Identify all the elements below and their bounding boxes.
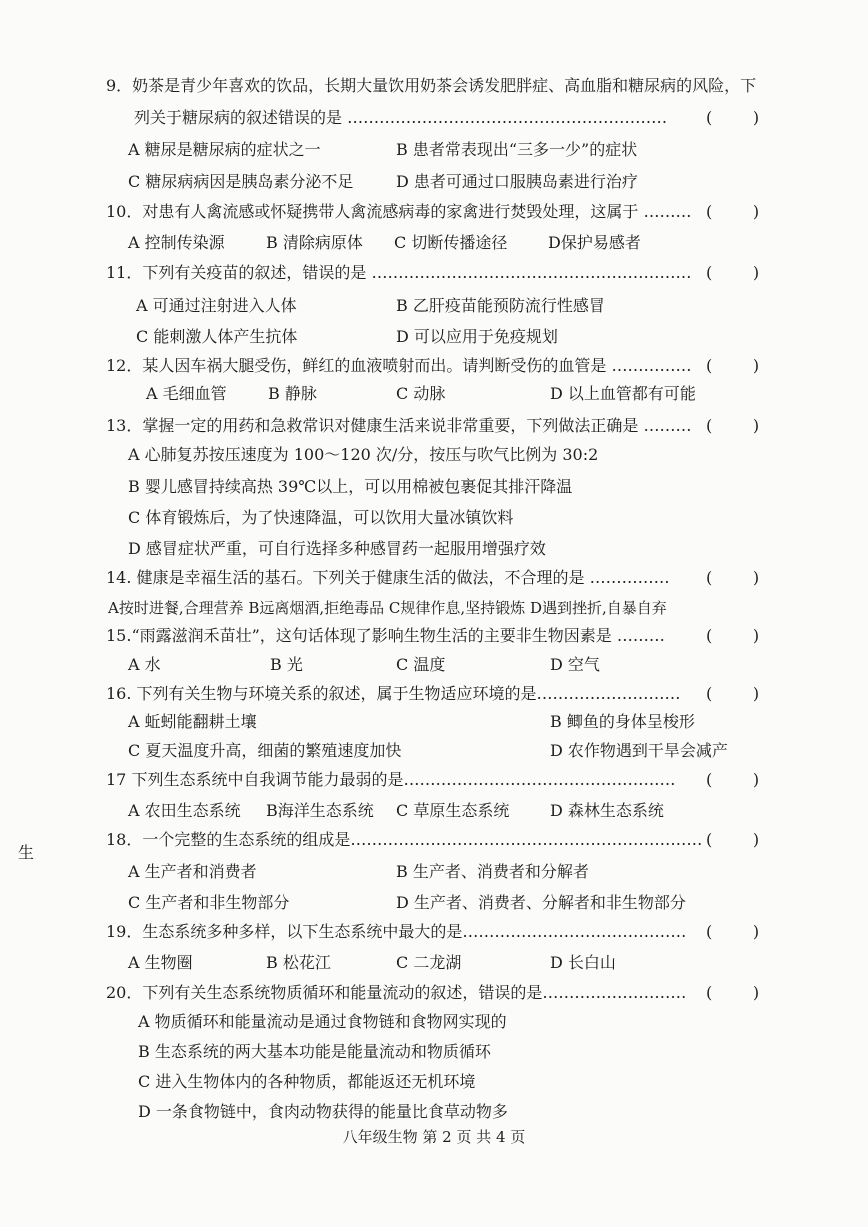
question-18-option-d: D 生产者、消费者、分解者和非生物部分 — [396, 893, 686, 912]
question-20-option-d: D 一条食物链中，食肉动物获得的能量比食草动物多 — [138, 1102, 508, 1121]
question-12-option-d: D 以上血管都有可能 — [550, 384, 696, 403]
question-10-option-c: C 切断传播途径 — [394, 233, 508, 252]
page-footer: 八年级生物 第 2 页 共 4 页 — [342, 1128, 526, 1146]
answer-paren-16[interactable]: ( ) — [706, 684, 760, 703]
question-10-option-b: B 清除病原体 — [266, 233, 363, 252]
question-18-option-a: A 生产者和消费者 — [128, 862, 257, 881]
question-17-option-b: B海洋生态系统 — [266, 801, 374, 820]
answer-paren-20[interactable]: ( ) — [706, 983, 760, 1002]
question-12-option-b: B 静脉 — [268, 384, 317, 403]
question-9-option-a: A 糖尿是糖尿病的症状之一 — [128, 140, 321, 159]
question-17-option-c: C 草原生态系统 — [396, 801, 510, 820]
question-15-stem: 15.“雨露滋润禾苗壮”，这句话体现了影响生物生活的主要非生物因素是 ……… — [106, 626, 665, 645]
question-12-stem: 12．某人因车祸大腿受伤，鲜红的血液喷射而出。请判断受伤的血管是 …………… — [106, 356, 692, 375]
answer-paren-15[interactable]: ( ) — [706, 626, 760, 645]
question-13-option-c: C 体育锻炼后，为了快速降温，可以饮用大量冰镇饮料 — [128, 508, 514, 527]
answer-paren-18[interactable]: ( ) — [706, 830, 760, 849]
question-20-option-c: C 进入生物体内的各种物质，都能返还无机环境 — [138, 1072, 476, 1091]
question-10-option-a: A 控制传染源 — [128, 233, 225, 252]
question-17-option-d: D 森林生态系统 — [550, 801, 664, 820]
question-15-option-b: B 光 — [270, 655, 303, 674]
question-9-option-d: D 患者可通过口服胰岛素进行治疗 — [396, 172, 638, 191]
question-17-stem: 17 下列生态系统中自我调节能力最弱的是…………………………………………… — [106, 770, 676, 789]
question-13-option-a: A 心肺复苏按压速度为 100～120 次/分，按压与吹气比例为 30:2 — [128, 445, 599, 464]
question-20-stem: 20．下列有关生态系统物质循环和能量流动的叙述，错误的是……………………… — [106, 983, 687, 1002]
question-16-option-a: A 蚯蚓能翻耕土壤 — [128, 712, 257, 731]
question-11-option-d: D 可以应用于免疫规划 — [396, 327, 558, 346]
question-14-stem: 14. 健康是幸福生活的基石。下列关于健康生活的做法，不合理的是 …………… — [106, 568, 670, 587]
answer-paren-19[interactable]: ( ) — [706, 922, 760, 941]
question-16-option-d: D 农作物遇到干旱会减产 — [550, 741, 728, 760]
question-9-line-2: 列关于糖尿病的叙述错误的是 …………………………………………………… — [134, 108, 668, 127]
question-15-option-c: C 温度 — [396, 655, 446, 674]
question-16-option-c: C 夏天温度升高，细菌的繁殖速度加快 — [128, 741, 402, 760]
question-9-line-1: 9．奶茶是青少年喜欢的饮品，长期大量饮用奶茶会诱发肥胖症、高血脂和糖尿病的风险，下 — [106, 76, 757, 95]
question-19-stem: 19．生态系统多种多样，以下生态系统中最大的是…………………………………… — [106, 922, 687, 941]
question-19-option-a: A 生物圈 — [128, 953, 193, 972]
question-11-option-a: A 可通过注射进入人体 — [136, 296, 297, 315]
answer-paren-10[interactable]: ( ) — [706, 202, 760, 221]
answer-paren-17[interactable]: ( ) — [706, 770, 760, 789]
answer-paren-12[interactable]: ( ) — [706, 356, 760, 375]
question-13-option-d: D 感冒症状严重，可自行选择多种感冒药一起服用增强疗效 — [128, 539, 546, 558]
question-20-option-a: A 物质循环和能量流动是通过食物链和食物网实现的 — [138, 1012, 507, 1031]
question-18-option-b: B 生产者、消费者和分解者 — [396, 862, 589, 881]
question-19-option-c: C 二龙湖 — [396, 953, 462, 972]
question-11-stem: 11．下列有关疫苗的叙述，错误的是 …………………………………………………… — [106, 263, 692, 282]
question-16-stem: 16. 下列有关生物与环境关系的叙述，属于生物适应环境的是……………………… — [106, 684, 681, 703]
question-19-option-d: D 长白山 — [550, 953, 616, 972]
question-9-option-b: B 患者常表现出“三多一少”的症状 — [396, 140, 638, 159]
question-17-option-a: A 农田生态系统 — [128, 801, 241, 820]
margin-character: 生 — [18, 843, 35, 862]
question-10-stem: 10．对患有人禽流感或怀疑携带人禽流感病毒的家禽进行焚毁处理，这属于 ……… — [106, 202, 692, 221]
question-9-option-c: C 糖尿病病因是胰岛素分泌不足 — [128, 172, 354, 191]
question-10-option-d: D保护易感者 — [548, 233, 641, 252]
question-18-option-c: C 生产者和非生物部分 — [128, 893, 290, 912]
question-16-option-b: B 鲫鱼的身体呈梭形 — [550, 712, 695, 731]
question-18-stem: 18．一个完整的生态系统的组成是………………………………………………………… — [106, 830, 703, 849]
question-12-option-a: A 毛细血管 — [146, 384, 227, 403]
question-19-option-b: B 松花江 — [266, 953, 331, 972]
question-20-option-b: B 生态系统的两大基本功能是能量流动和物质循环 — [138, 1042, 491, 1061]
question-15-option-d: D 空气 — [550, 655, 600, 674]
question-12-option-c: C 动脉 — [396, 384, 446, 403]
question-11-option-b: B 乙肝疫苗能预防流行性感冒 — [396, 296, 605, 315]
answer-paren-11[interactable]: ( ) — [706, 263, 760, 282]
question-14-options: A按时进餐,合理营养 B远离烟酒,拒绝毒品 C规律作息,坚持锻炼 D遇到挫折,自暴自弃 — [108, 599, 667, 617]
answer-paren-13[interactable]: ( ) — [706, 416, 760, 435]
question-13-option-b: B 婴儿感冒持续高热 39℃以上，可以用棉被包裹促其排汗降温 — [128, 477, 573, 496]
question-11-option-c: C 能刺激人体产生抗体 — [136, 327, 298, 346]
question-13-stem: 13．掌握一定的用药和急救常识对健康生活来说非常重要，下列做法正确是 ……… — [106, 416, 692, 435]
question-15-option-a: A 水 — [128, 655, 161, 674]
answer-paren-9[interactable]: ( ) — [706, 108, 760, 127]
answer-paren-14[interactable]: ( ) — [706, 568, 760, 587]
